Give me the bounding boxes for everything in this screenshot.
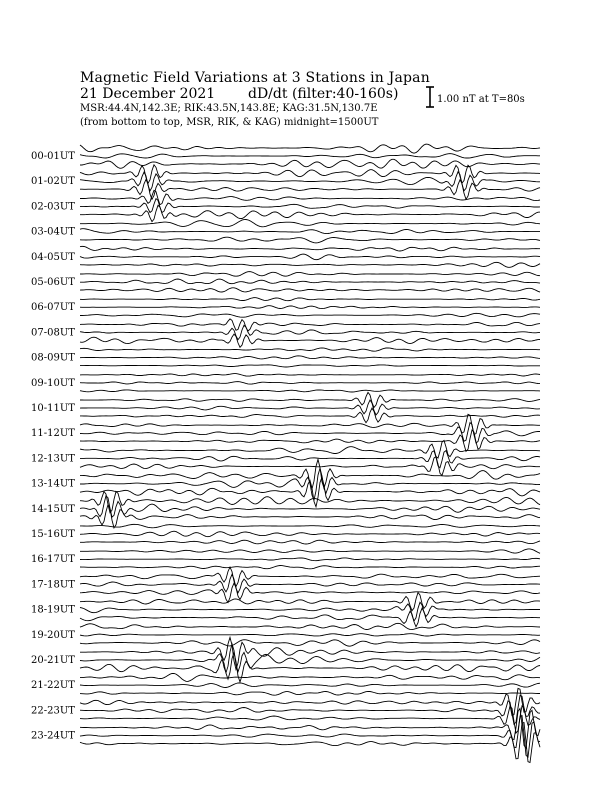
trace-msr <box>80 288 540 292</box>
trace-kag <box>80 524 540 528</box>
hour-label: 19-20UT <box>31 629 75 641</box>
trace-kag <box>80 414 540 434</box>
trace-kag <box>80 549 540 553</box>
hour-label: 02-03UT <box>31 201 75 213</box>
trace-kag <box>80 374 540 377</box>
trace-msr <box>80 159 540 168</box>
hour-label: 00-01UT <box>31 151 75 162</box>
hour-label: 15-16UT <box>31 529 75 540</box>
traces <box>80 144 540 762</box>
trace-rik <box>80 531 540 537</box>
trace-kag <box>80 637 540 669</box>
trace-kag <box>80 190 540 204</box>
trace-kag <box>80 392 540 407</box>
hour-label: 11-12UT <box>31 428 75 440</box>
hour-label: 03-04UT <box>31 226 75 238</box>
trace-msr <box>80 723 540 763</box>
quantity-label: dD/dt (filter:40-160s) <box>248 86 399 102</box>
trace-rik <box>80 558 540 561</box>
scale-bar <box>426 87 434 107</box>
trace-rik <box>80 400 540 415</box>
hour-label: 12-13UT <box>31 453 75 465</box>
trace-msr <box>80 365 540 367</box>
trace-msr <box>80 313 540 317</box>
trace-rik <box>80 199 540 213</box>
trace-rik <box>80 306 540 309</box>
hour-label: 08-09UT <box>31 352 75 364</box>
trace-kag <box>80 298 540 301</box>
hour-labels <box>31 151 75 742</box>
trace-msr <box>80 566 540 569</box>
trace-rik <box>80 716 540 758</box>
trace-msr <box>80 540 540 544</box>
trace-kag <box>80 348 540 351</box>
trace-kag <box>80 440 540 458</box>
trace-rik <box>80 154 540 158</box>
hour-label: 17-18UT <box>31 579 75 591</box>
hour-label: 09-10UT <box>31 377 75 389</box>
trace-kag <box>80 319 540 331</box>
trace-rik <box>80 496 540 517</box>
hour-label: 20-21UT <box>31 655 75 666</box>
hour-label: 13-14UT <box>31 478 75 490</box>
hour-label: 05-06UT <box>31 277 75 288</box>
trace-kag <box>80 144 540 153</box>
hour-label: 10-11UT <box>31 403 75 414</box>
trace-msr <box>80 262 540 267</box>
trace-rik <box>80 229 540 234</box>
trace-kag <box>80 593 540 611</box>
hour-label: 21-22UT <box>31 680 75 692</box>
trace-msr <box>80 583 540 602</box>
trace-kag <box>80 623 540 629</box>
trace-kag <box>80 165 540 184</box>
hour-label: 07-08UT <box>31 327 75 339</box>
station-order-note: (from bottom to top, MSR, RIK, & KAG) midnight=1500UT <box>80 117 379 128</box>
trace-rik <box>80 254 540 260</box>
hour-label: 04-05UT <box>31 251 75 263</box>
hour-label: 06-07UT <box>31 302 75 314</box>
trace-rik <box>80 356 540 359</box>
trace-rik <box>80 325 540 339</box>
chart-title: Magnetic Field Variations at 3 Stations in Japan <box>80 70 430 86</box>
scale-label: 1.00 nT at T=80s <box>437 94 525 105</box>
hour-label: 14-15UT <box>31 503 75 515</box>
trace-msr <box>80 505 540 528</box>
trace-kag <box>80 220 540 227</box>
trace-kag <box>80 673 540 681</box>
trace-kag <box>80 272 540 277</box>
trace-rik <box>80 279 540 284</box>
trace-rik <box>80 683 540 688</box>
trace-msr <box>80 691 540 695</box>
trace-kag <box>80 492 540 513</box>
trace-rik <box>80 574 540 592</box>
hour-label: 22-23UT <box>31 705 75 717</box>
hour-label: 23-24UT <box>31 730 75 742</box>
trace-rik <box>80 634 540 636</box>
trace-msr <box>80 237 540 243</box>
trace-msr <box>80 390 540 392</box>
stations-line: MSR:44.4N,142.3E; RIK:43.5N,143.8E; KAG:31.5N,130.7E <box>80 103 378 114</box>
date-label: 21 December 2021 <box>80 86 216 102</box>
trace-msr <box>80 334 540 347</box>
trace-rik <box>80 451 540 468</box>
trace-msr <box>80 608 540 627</box>
hour-label: 01-02UT <box>31 176 75 188</box>
trace-msr <box>80 640 540 647</box>
trace-msr <box>80 457 540 476</box>
hour-label: 18-19UT <box>31 604 75 616</box>
trace-rik <box>80 695 540 724</box>
trace-kag <box>80 246 540 251</box>
trace-rik <box>80 382 540 385</box>
hour-label: 16-17UT <box>31 554 75 566</box>
